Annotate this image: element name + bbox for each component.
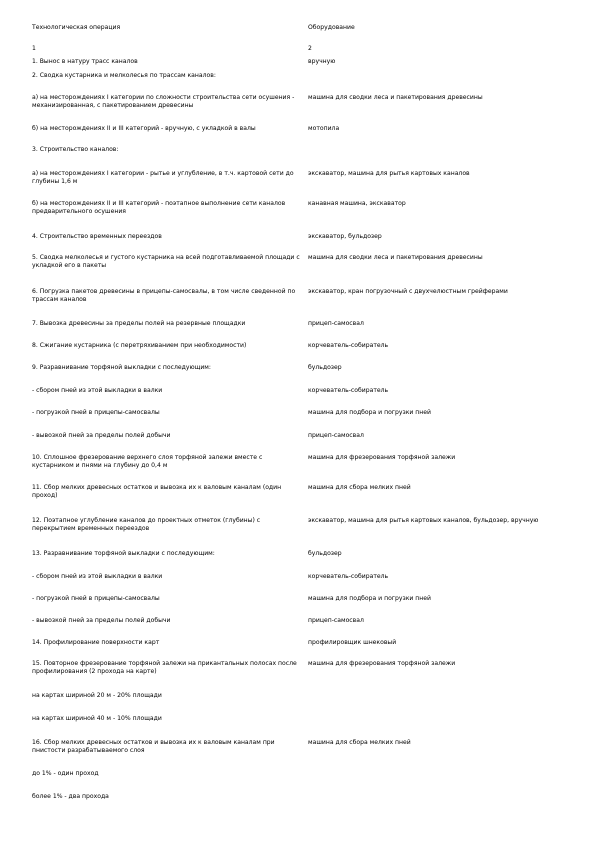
equipment-cell: машина для подбора и погрузки пней	[308, 409, 431, 416]
operation-cell: 6. Погрузка пакетов древесины в прицепы-самосвалы, в том числе сведенной по трассам каналов	[32, 288, 296, 303]
operation-cell: 1. Вынос в натуру трасс каналов	[32, 58, 138, 65]
operation-cell: 13. Разравнивание торфяной выкладки с последующим:	[32, 550, 215, 557]
operation-cell: 3. Строительство каналов:	[32, 146, 119, 153]
equipment-cell: экскаватор, машина для рытья картовых каналов, бульдозер, вручную	[308, 517, 539, 524]
operation-cell: 12. Поэтапное углубление каналов до проектных отметок (глубины) с перекрытием временных переездов	[32, 517, 261, 532]
equipment-cell: машина для сбора мелких пней	[308, 484, 411, 491]
equipment-cell: экскаватор, бульдозер	[308, 233, 382, 240]
equipment-cell: машина для сбора мелких пней	[308, 739, 411, 746]
operation-cell: 10. Сплошное фрезерование верхнего слоя торфяной залежи вместе с кустарником и пнями на глубину до 0,4 м	[32, 454, 263, 469]
equipment-cell: бульдозер	[308, 550, 342, 557]
equipment-cell: машина для фрезерования торфяной залежи	[308, 454, 456, 461]
equipment-cell: мотопила	[308, 125, 340, 132]
equipment-cell: прицеп-самосвал	[308, 617, 364, 624]
operation-cell: 11. Сбор мелких древесных остатков и вывозка их к валовым каналам (один проход)	[32, 484, 282, 499]
operation-cell: - вывозкой пней за пределы полей добычи	[32, 432, 171, 439]
operation-cell: 2. Сводка кустарника и мелколесья по трассам каналов:	[32, 72, 216, 79]
operation-cell: 14. Профилирование поверхности карт	[32, 639, 160, 646]
equipment-cell: канавная машина, экскаватор	[308, 200, 406, 207]
operation-cell: 5. Сводка мелколесья и густого кустарника на всей подготавливаемой площади с укладкой его в пакеты	[32, 254, 300, 269]
column-number-1: 1	[32, 45, 36, 52]
header-operation: Технологическая операция	[32, 24, 121, 31]
equipment-cell: прицеп-самосвал	[308, 432, 364, 439]
equipment-cell: корчеватель-собиратель	[308, 342, 389, 349]
equipment-cell: машина для сводки леса и пакетирования древесины	[308, 254, 483, 261]
equipment-cell: экскаватор, кран погрузочный с двухчелюстным грейферами	[308, 288, 508, 295]
operation-cell: - погрузкой пней в прицепы-самосвалы	[32, 409, 160, 416]
operation-cell: - вывозкой пней за пределы полей добычи	[32, 617, 171, 624]
operation-cell: - сбором пней из этой выкладки в валки	[32, 573, 163, 580]
operation-cell: до 1% - один проход	[32, 770, 99, 777]
operation-cell: на картах шириной 20 м - 20% площади	[32, 692, 162, 699]
operation-cell: 9. Разравнивание торфяной выкладки с последующим:	[32, 364, 211, 371]
operation-cell: б) на месторождениях II и III категорий - вручную, с укладкой в валы	[32, 125, 256, 132]
operation-cell: 8. Сжигание кустарника (с перетряхиванием при необходимости)	[32, 342, 247, 349]
operation-cell: - сбором пней из этой выкладки в валки	[32, 387, 163, 394]
equipment-cell: вручную	[308, 58, 336, 65]
equipment-cell: машина для подбора и погрузки пней	[308, 595, 431, 602]
operation-cell: а) на месторождениях I категории по сложности строительства сети осушения - механизированная, с пакетированием древесины	[32, 94, 295, 109]
equipment-cell: машина для сводки леса и пакетирования древесины	[308, 94, 483, 101]
equipment-cell: корчеватель-собиратель	[308, 573, 389, 580]
equipment-cell: корчеватель-собиратель	[308, 387, 389, 394]
operation-cell: на картах шириной 40 м - 10% площади	[32, 715, 162, 722]
operation-cell: а) на месторождениях I категории - рытье и углубление, в т.ч. картовой сети до глубины 1,6 м	[32, 170, 294, 185]
column-number-2: 2	[308, 45, 312, 52]
operation-cell: б) на месторождениях II и III категорий - поэтапное выполнение сети каналов предварительного осушения	[32, 200, 286, 215]
operation-cell: 4. Строительство временных переездов	[32, 233, 162, 240]
operation-cell: 7. Вывозка древесины за пределы полей на резервные площадки	[32, 320, 246, 327]
operation-cell: 16. Сбор мелких древесных остатков и вывозка их к валовым каналам при пнистости разрабатываемого слоя	[32, 739, 275, 754]
equipment-cell: бульдозер	[308, 364, 342, 371]
operation-cell: - погрузкой пней в прицепы-самосвалы	[32, 595, 160, 602]
equipment-cell: экскаватор, машина для рытья картовых каналов	[308, 170, 470, 177]
operation-cell: 15. Повторное фрезерование торфяной залежи на прикантальных полосах после профилирования (2 прохода на карте)	[32, 660, 297, 675]
equipment-cell: профилировщик шнековый	[308, 639, 397, 646]
equipment-cell: прицеп-самосвал	[308, 320, 364, 327]
operation-cell: более 1% - два прохода	[32, 793, 109, 800]
equipment-cell: машина для фрезерования торфяной залежи	[308, 660, 456, 667]
header-equipment: Оборудование	[308, 24, 355, 31]
